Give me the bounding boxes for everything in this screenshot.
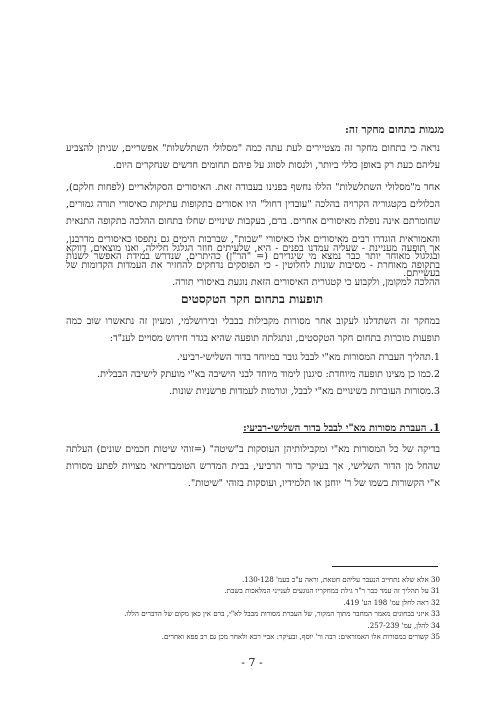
phenomena-list (66, 349, 440, 401)
list-item: 1.תהליך העברת המסורות מא"י לבבל גובר במיוחד בדור השלישי-רביעי. (176, 352, 440, 363)
paragraph-text-research-intro: במחקר זה השתדלנו לעקוב אחר מסורות מקבילות בבבלי ובירושלמי, ומעיון זה נתאשרו שוב כמה תופעות מוכרות בתחום חקר הטקסטים, ונתגלתה תופעה שהיא בגדר חידוש מסויים לענ"ד: (66, 316, 440, 345)
footnote: 31 על תהליך זה עמד כבר ר"ד גילת במחקריו הנוגעים לענייני המלאכות בשבת. (224, 586, 440, 596)
paragraph-transfer: בדיקה של כל המסורות מא"י ומקבילותיהן העוסקות ב"שיטה" (=זוהי שיטות חכמים שונים) העלתה שהחל מן הדור השלישי, אך בעיקר בדור הרביעי, בבית המדרש הטומבדיתאי מצויות לפתע מסורות א"י הקשורות בשמו של ר' יוחנן או תלמידיו, ועוסקות בזוהי "שיטות". (66, 444, 440, 490)
section-heading-trends: מגמות בתחום מחקר זה: (345, 124, 444, 136)
page-number: - 7 - (241, 656, 263, 669)
footnote: 32 ראה לחלן עמ' 198 הע' 419. (343, 597, 440, 607)
paragraph-trends-development: אחד מ"מסלולי השתלשלות" הללו נחשף בפנינו בעבודה זאת. האיסורים הסקולאריים (לפחות חלקם), הכלולים בקטגוריה הקרויה בהלכה "עובדין דחול" היו אסורים בתקופות עתיקות כאיסורי תורה גמורים, שחומרתם אינה נופלת מאיסורים אחרים. ברם, בעקבות שינויים שחלו בתחום ההלכה בתקופה התנאית והאמוראית הוגדרו רבים מאיסורים אלו כאיסורי "שבות", שברבות הימים גם נתפסו כאיסורים מדרבנן, ובגלגול מאוחר יותר כבר נמצא מי שיגדירם (= "הר"ן) כהיתרים, שנדרש במידת האפשר לשנות בעשייתם. (66, 182, 440, 280)
list-item: 3.מסורות העוברות בשינויים מא"י לבבל, וגורמות לעמדות פרשניות שונות. (169, 386, 440, 398)
footnote: 35 קשורים במסורות אלו האמוראים: רבה ור' יוסף, ובעיקר: אביי רבא ולאחר מכן גם רב פפא ואחרים. (161, 632, 440, 642)
footnote-divider (332, 566, 438, 567)
paragraph-trends-reversal: אך תופעה מעניינת - שעליה עמדנו בפנים - היא, שלעיתים חוזר הגלגל חלילה, ואנו מוצאים, דווקא בתקופה מאוחרת - מסיבות שונות לחלוטין - כי הפוסקים נדחקים להחזיר את העמדות הקדומות של ההלכה למקומן, ולקבוע כי קטגורית האיסורים הזאת נוגעת באיסורי תורה. (66, 243, 440, 289)
section-title-text-research: תופעות בתחום חקר הטקסטים (180, 292, 324, 306)
list-item: 2.כמו כן מצינו תופעה מיוחדת: סיגנון לימוד מיוחד לבני הישיבה בא"י מועתק לישיבה הבבלית. (97, 369, 440, 381)
footnote: 30 אלא שלא נתחייב הנעבר עליהם חטאת, וראה ע"כ בעמ' 130-128. (241, 575, 440, 584)
footnote: 34 להלן, עמ' 257-239. (367, 620, 440, 630)
footnote: 33 איזני בבחונים מאמר המחבר מתוך המקור, של העברת מסורות מבבל לא"י, ברם אין כאן מקום של הדברים הללו. (124, 609, 440, 619)
footnotes (66, 574, 440, 642)
subsection-heading-transfer: 1. העברת מסורות מא"י לבבל בדור השלישי-רביעי: (243, 423, 440, 434)
paragraph-trends-intro: נראה כי בתחום מחקר זה מצטיירים לעת עתה כמה "מסלולי השתלשלות" אפשריים, שניתן להצביע עליהם כעת רק באופן כללי ביותר, ולנסות לסווג על פיהם תחומים חדשים שנחקרים היום. (66, 143, 440, 172)
